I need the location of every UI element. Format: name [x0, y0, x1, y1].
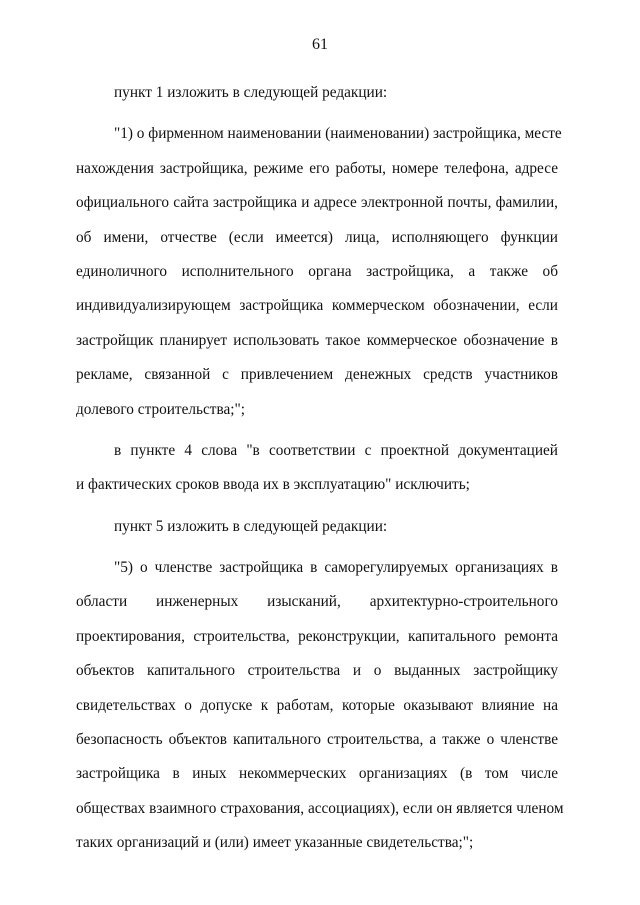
- paragraph-p2: [76, 117, 562, 427]
- text-line: безопасность объектов капитального строительства, а также о членстве: [76, 731, 558, 749]
- text-line: единоличного исполнительного органа застройщика, а также об: [76, 262, 558, 280]
- text-line: пункт 1 изложить в следующей редакции:: [114, 84, 388, 101]
- paragraph-gap: [76, 544, 558, 551]
- paragraph-gap: [76, 110, 558, 117]
- text-line: пункт 5 изложить в следующей редакции:: [114, 517, 388, 535]
- text-line: об имени, отчестве (если имеется) лица, исполняющего функции: [76, 228, 558, 246]
- text-line: индивидуализирующем застройщика коммерческом обозначении, если: [76, 297, 558, 315]
- paragraph-p5: [76, 551, 564, 861]
- text-line: области инженерных изысканий, архитектурно-строительного: [76, 593, 558, 611]
- text-line: официального сайта застройщика и адресе электронной почты, фамилии,: [76, 194, 558, 212]
- text-line: таких организаций и (или) имеет указанные свидетельства;";: [76, 834, 474, 852]
- paragraph-p1: [76, 76, 558, 110]
- paragraph-gap: [76, 503, 558, 510]
- text-line: объектов капитального строительства и о выданных застройщику: [76, 662, 558, 680]
- text-line: рекламе, связанной с привлечением денежных средств участников: [76, 366, 558, 384]
- paragraph-p3: [76, 434, 558, 503]
- text-line: проектирования, строительства, реконструкции, капитального ремонта: [76, 627, 558, 645]
- document-body: [76, 76, 564, 861]
- text-line: застройщик планирует использовать такое коммерческое обозначение в: [76, 331, 558, 349]
- text-line: долевого строительства;";: [76, 400, 246, 418]
- text-line: нахождения застройщика, режиме его работы, номере телефона, адресе: [76, 159, 558, 177]
- text-line: свидетельствах о допуске к работам, которые оказывают влияние на: [76, 696, 558, 714]
- text-line: обществах взаимного страхования, ассоциациях), если он является членом: [76, 799, 564, 817]
- text-line: и фактических сроков ввода их в эксплуатацию" исключить;: [76, 476, 470, 494]
- paragraph-gap: [76, 427, 558, 434]
- page-number: 61: [312, 36, 328, 53]
- text-line: "5) о членстве застройщика в саморегулируемых организациях в: [114, 559, 558, 577]
- text-line: застройщика в иных некоммерческих организациях (в том числе: [76, 765, 558, 783]
- text-line: "1) о фирменном наименовании (наименовании) застройщика, месте: [114, 125, 562, 143]
- text-line: в пункте 4 слова "в соответствии с проектной документацией: [114, 441, 558, 459]
- paragraph-p4: [76, 510, 558, 544]
